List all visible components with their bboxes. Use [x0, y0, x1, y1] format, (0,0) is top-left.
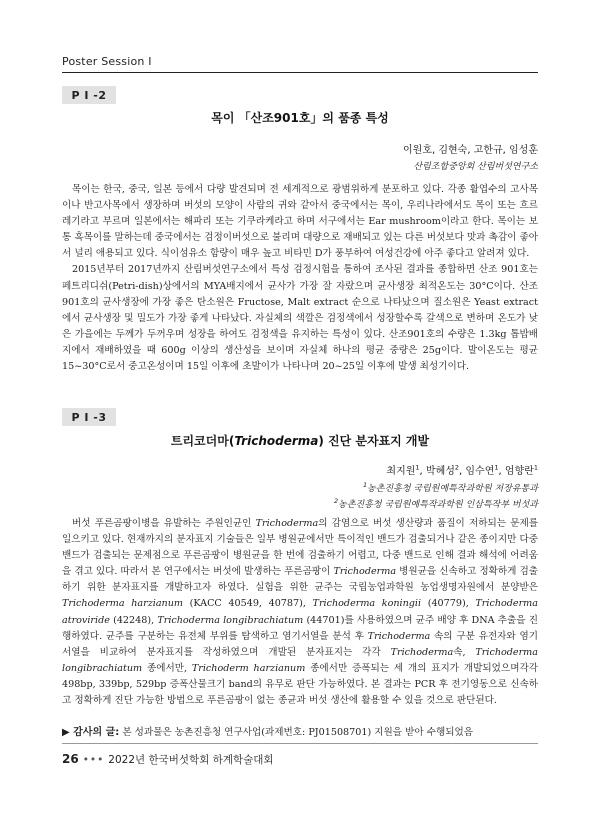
- abstract-body: [62, 516, 538, 709]
- title-text: ) 진단 분자표지 개발: [318, 434, 430, 448]
- acknowledgement: [62, 723, 538, 738]
- abstract-id-badge: P I -3: [62, 408, 116, 426]
- affiliation: $^1$농촌진흥청 국립원예특작과학원 저장유통과: [362, 481, 538, 494]
- abstract-body: [62, 182, 538, 375]
- abstract-title: 목이 「산조901호」의 품종 특성: [211, 111, 389, 125]
- acknowledgement-label: ▶ 감사의 글:: [62, 727, 120, 738]
- abstract-paragraph: 2015년부터 2017년까지 산림버섯연구소에서 특성 검정시험을 통하여 조사된 결과를 종합하면 산조 901호는 페트리디쉬(Petri-dish)상에서의 MYA배지에서 균사가 가장 잘 자랐으며 균사생장 최적온도는 30°C이다. 산조901호의 균사생장에 가장 좋은 탄소원은 Fructose, Malt extract 순으로 나타났으며 질소원은 Yeast extract에서 균사생장 및 밀도가 가장 좋게 나타났다. 자실체의 색깔은 검정색에서 성장할수록 갈색으로 변하며 온도가 낮은 가을에는 두께가 두꺼우며 성장을 하여도 검정색을 유지하는 특성이 있다. 산조901호의 수량은 1.3kg 톱밥배지에서 재배하였을 때 600g 이상의 생산성을 보이며 자실체 하나의 평균 중량은 25g이다. 발이온도는 평균 15~30°C로서 중고온성이며 15일 이후에 초발이가 나타나며 20~25일 이후에 발생 최성기이다.: [62, 264, 538, 373]
- footer-dots: •••: [82, 754, 105, 766]
- title-italic-text: Trichoderma: [234, 434, 319, 448]
- session-label: Poster Session Ⅰ: [62, 55, 152, 68]
- author: 엄향란$^1$: [504, 463, 538, 477]
- title-text: 트리코더마(: [170, 434, 235, 448]
- conference-name: 2022년 한국버섯학회 하계학술대회: [108, 754, 274, 766]
- abstract-title: [62, 432, 538, 449]
- abstract-paragraph: 버섯 푸른곰팡이병을 유발하는 주원인균인 Trichoderma의 감염으로 버섯 생산량과 품질이 저하되는 문제를 일으키고 있다. 현재까지의 분자표지 기술들은 일부 병원균에서만 특이적인 밴드가 검출되거나 같은 종이지만 다중 밴드가 검출되는 문제점으로 푸른곰팡이 병원균을 한 번에 검출하기 어렵고, 다중 밴드로 인해 결과 해석에 어려움을 겪고 있다. 따라서 본 연구에서는 버섯에 발생하는 푸른곰팡이 Trichoderma 병원균을 신속하고 정확하게 검출하기 위한 분자표지를 개발하고자 하였다. 실험을 위한 균주는 국립농업과학원 농업생명자원에서 분양받은 Trichoderma harzianum (KACC 40549, 40787), Trichoderma koningii (40779), Trichoderma atroviride (42248), Trichoderma longibrachiatum (44701)를 사용하였으며 균주 배양 후 DNA 추출을 진행하였다. 균주를 구분하는 유전체 부위를 탐색하고 염기서열을 분석 후 Trichoderma 속의 구분 유전자와 염기서열을 비교하여 분자표지를 작성하였으며 개발된 분자표지는 각각 Trichoderma속, Trichoderma longibrachiatum 종에서만, Trichoderm harzianum 종에서만 증폭되는 세 개의 표지가 개발되었으며각각 498bp, 339bp, 529bp 증폭산물크기 band의 유무로 판단 가능하였다. 본 결과는 PCR 후 전기영동으로 신속하고 정확하게 진단 가능한 방법으로 푸른곰팡이 없는 종균과 버섯 생산에 활용할 수 있을 것으로 판단된다.: [62, 518, 539, 707]
- abstract-id-badge: P I -2: [62, 86, 116, 104]
- affiliation: $^2$농촌진흥청 국립원예특작과학원 인삼특작부 버섯과: [334, 497, 538, 510]
- author-list: 이원호, 김현숙, 고한규, 임성훈: [403, 145, 538, 156]
- page-number: 26: [62, 752, 79, 766]
- header-rule: [62, 72, 538, 73]
- abstract-paragraph: 목이는 한국, 중국, 일본 등에서 다량 발견되며 전 세계적으로 광범위하게 분포하고 있다. 각종 활엽수의 고사목이나 반고사목에서 생장하며 버섯의 모양이 사람의 귀와 같아서 중국에서는 목이, 우리나라에서도 목이 또는 흐르레기라고 부르며 일본에서는 해파리 또는 기쿠라케라고 하며 서구에서는 Ear mushroom이라고 한다. 목이는 보통 흑목이를 말하는데 중국에서는 검정이버섯으로 불리며 대량으로 재배되고 있는 다른 버섯보다 맛과 촉감이 좋아서 널리 애용되고 있다. 식이섬유소 함량이 매우 높고 비타민 D가 풍부하여 여성건강에 아주 좋다고 알려져 있다.: [62, 184, 538, 260]
- affiliation: 산림조합중앙회 산림버섯연구소: [413, 162, 538, 172]
- author: 박혜성$^2$: [425, 463, 460, 477]
- author: 임수연$^1$: [465, 463, 499, 477]
- footer-rule: [62, 743, 538, 744]
- acknowledgement-text: 본 성과물은 농촌진흥청 연구사업(과제번호: PJ01508701) 지원을 받아 수행되었음: [119, 727, 474, 738]
- page-footer: [62, 752, 274, 767]
- author-list: 최지원$^1$, 박혜성$^2$, 임수연$^1$, 엄향란$^1$: [386, 463, 538, 477]
- author: 최지원$^1$: [386, 463, 420, 477]
